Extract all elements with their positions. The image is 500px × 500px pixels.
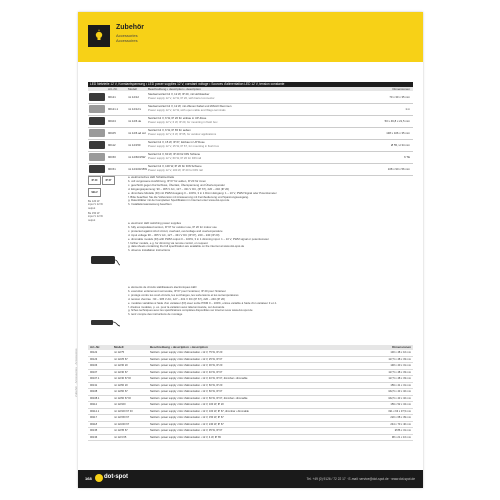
cell-art: 90136 (90, 435, 98, 439)
row-dim: 108 x 90 x 56 mm (387, 167, 410, 171)
cell-dim: 162,5 x 43 x 32 mm (388, 390, 411, 393)
cell-model: mt 12/4 65 (114, 435, 127, 439)
description-line: e. dimmable models (DI) with PWM output 0 – 100%, 3 in 1 dimming input: 1 – 10 V, PWM signal or potentiometer (128, 236, 269, 241)
row-art: 90121.1 (108, 107, 119, 111)
th-desc: Beschreibung • description • description (150, 345, 208, 349)
description-line: d. input voltage 90 – 305 V AC, 127 – 431 V DC (IP 67), 220 – 240 (IP 20) (128, 232, 220, 237)
cell-art: 90135 (90, 429, 98, 432)
product-thumbnail (89, 105, 105, 113)
brand-logo: dot-spot (104, 474, 128, 480)
description-de (128, 176, 408, 207)
description-line: f. further models, e.g. for dimming via remote control, on request (128, 240, 208, 245)
description-line: g. data sheets containing the full specification are available on the internet at www.dot-spot.de (128, 244, 245, 249)
ip67-badge: IP 67 (102, 176, 115, 185)
cell-dim: 220 x 68 x 39 mm (390, 416, 411, 419)
cell-art: 90108.1 (90, 396, 100, 400)
footer-contact: Tel. +49 (0) 9126 / 72 22 17 · E-mail: service@dot-spot.de · www.dot-spot.de (306, 477, 415, 481)
cell-dim: 148 x 40 x 31 mm (390, 364, 411, 367)
cell-model: mt 12/60 20 (114, 383, 128, 387)
description-line: a. éléments de circuits stabilisateurs électroniques LED (128, 285, 197, 289)
row-dim: 50 x 46,8 x 21,5 mm (384, 119, 410, 123)
page-title: Zubehör (116, 24, 144, 31)
row-desc-en: Power supply 12 V, 60 W, IP 20 for DIN rail (148, 156, 202, 160)
cell-desc: Netzteil • power supply • bloc d'alimentation • 12 V, 60 W, IP 67, dimmbar • dimmable (150, 396, 248, 400)
cell-art: 90117 (90, 416, 98, 419)
row-desc: Netzteil 12 V, 6 W, IP 20 für einbau in UP-Dose (148, 116, 207, 120)
description-line: b. voll vergossene Ausführung, IP 67 für außen, IP 20 für innen (128, 178, 206, 183)
col-art: Art.-Nr. (108, 87, 118, 91)
cell-art: 90107.1 (90, 377, 100, 380)
row-model: mt 12/12 k (128, 107, 142, 111)
col-dim: Dimensionen (392, 87, 410, 91)
row-model: mt 12/6 ad wd (128, 131, 146, 135)
th-dim: Dimensionen (392, 345, 411, 349)
th-model: Modell (114, 345, 124, 349)
cell-art: 90107 (90, 370, 98, 374)
row-desc: Steckernetzteil 12 V, 12 W, mit offenen Kabel und WAGO Klemmen (148, 104, 232, 108)
cell-art: 90123 (90, 357, 98, 361)
cell-art: 90131 (90, 383, 98, 387)
row-desc-en: Power supply 12 V, 15 W, IP 67, for mounting in flush box (148, 144, 220, 148)
cell-model: mt 12/100 (114, 403, 126, 406)
product-thumbnail (89, 129, 105, 137)
description-line: g. fiches techniques avec les spécifications complètes disponibles sur internet sous www.dot-spot.de (128, 308, 253, 313)
cell-dim: 130 x 48 x 16 mm (390, 351, 411, 354)
spec-notes-1 (88, 200, 103, 210)
cell-desc: Netzteil • power supply • bloc d'alimentation • 12 V, 60 W, IP 67 (150, 390, 223, 393)
row-art: 90104 (108, 119, 116, 123)
cell-dim: 117,5 x 48 x 33 mm (388, 357, 411, 361)
cell-model: mt 12/40 67 DI (114, 377, 132, 380)
spec-notes-2 (88, 212, 103, 222)
product-thumbnail (89, 93, 105, 101)
cell-dim: 244 x 70 x 40 mm (390, 422, 411, 426)
spec-note: output (88, 218, 96, 222)
row-desc-en: Power supply 12 V, 6 W, IP 65, for outdoor applications (148, 132, 217, 136)
cell-desc: Netzteil • power supply • bloc d'alimentation • 12 V, 150 W, IP 67 (150, 416, 224, 419)
brand-dot-icon (95, 474, 103, 482)
cell-dim: 98 x 21 x 16 mm (391, 435, 411, 439)
row-model: mt 12/12 (128, 95, 139, 99)
cell-desc: Netzteil • power supply • bloc d'alimentation • 12 V, 40 W, IP 67, dimmbar • dimmable (150, 377, 248, 380)
product-thumbnail (89, 165, 105, 173)
spec-note: Be 150 W (88, 212, 100, 215)
cell-desc: Netzteil • power supply • bloc d'alimentation • 12 V, 4 W, IP 65 (150, 435, 221, 439)
selv-badge: SELV (88, 188, 101, 197)
cell-dim: 117,5 x 48 x 33 mm (388, 370, 411, 374)
table-body (88, 350, 413, 441)
row-desc: Netzteil 12 V, 15 W, IP 67, Einbau in UP Dose (148, 140, 205, 144)
description-line: b. fully encapsulated version, IP 67 for outdoor use, IP 20 for indoor use (128, 224, 217, 229)
cell-art: 90108 (90, 390, 98, 393)
row-dim: 6 TE (404, 155, 410, 159)
row-art: 90151 (108, 167, 116, 171)
row-desc: Netzteil 12 V, 6 W, IP 65 für außen (148, 128, 191, 132)
cell-desc: Netzteil • power supply • bloc d'alimentation • 12 V, 40 W, IP 67 (150, 370, 223, 374)
power-supply-slim-image (90, 314, 120, 330)
description-line: c. protected against short circuit, overload, overvoltage and overtemperature (128, 228, 223, 233)
cell-model: mt 12/60 67 DI (114, 396, 132, 400)
cell-model: mt 12/150 67 (114, 416, 130, 419)
cell-art: 90112 (90, 403, 98, 406)
header-banner (78, 12, 423, 62)
side-section-label: Zubehör · Accessories · Accessoires (74, 348, 78, 397)
cell-art: 90112.1 (90, 409, 100, 413)
catalog-page (74, 12, 423, 488)
row-model: mt 12/60/15W (128, 155, 146, 159)
description-line: f. d'autres modèles, p. ex. pour la variation avec télécommande, sur demande (128, 304, 225, 309)
row-art: 90121 (108, 95, 116, 99)
lamp-logo-icon (88, 25, 110, 47)
col-model: Modell (128, 87, 137, 91)
cell-dim: 159 x 41 x 31 mm (390, 383, 411, 387)
row-desc-en: Power supply 12 V, 100 W, IP 20 for DIN rail (148, 168, 203, 172)
spec-note: output (88, 206, 96, 210)
description-line: h. observe installation instructions (128, 248, 170, 253)
row-desc-en: Power supply 12 V, 6 W, IP 20, for mounting in flush box (148, 120, 218, 124)
col-desc: Beschreibung • description • description (148, 87, 201, 91)
description-line: c. protégé contre les court-circuits, les surcharges, les surtensions et les surtempératures (128, 292, 239, 297)
row-model: mt 12/150 (128, 143, 141, 147)
description-line: a. electronic LED switching power supplies (128, 221, 182, 225)
cell-art: 90122 (90, 351, 98, 354)
product-thumbnail (89, 117, 105, 125)
description-line: b. exécution entièrement surmoulée, IP 67 pour l'extérieur, IP 20 pour l'intérieur (128, 288, 226, 293)
cell-desc: Netzteil • power supply • bloc d'alimentation • 12 V, 75 W, IP 20 (150, 351, 223, 354)
row-model: mt 12/100/15W (128, 167, 147, 171)
cell-dim: 117,5 x 48 x 33 mm (388, 377, 411, 380)
cell-model: mt 12/40 67 (114, 370, 128, 374)
th-art: Art.-Nr. (90, 345, 101, 349)
row-desc: Netzteil 12 V, 100 W, IP 20 für DIN Schiene (148, 164, 202, 168)
description-line: d. tension d'entrée : 90 – 305 V AC, 127 – 431 V DC (IP 67), 220 – 240 (IP 20) (128, 296, 225, 301)
cell-desc: Netzteil • power supply • bloc d'alimentation • 12 V, 35 W, IP 67 (150, 429, 223, 432)
description-fr (128, 286, 408, 317)
description-line: e. dimmbare Modelle (DI) mit PWM Ausgang 0 – 100%, 3 in 1 Dimm Eingang: 1 – 10 V, PWM Signal oder Potentiometer (128, 190, 277, 195)
row-art: 90112 (108, 143, 116, 147)
product-table (88, 345, 413, 441)
table-row (88, 435, 413, 442)
power-supply-image (90, 252, 120, 268)
description-line: h. tenir compte des instructions de montage (128, 312, 183, 317)
page-subtitle-fr: Accessoires (116, 38, 138, 43)
description-line: f. Bitte beachten Sie die Vollversion mit Ansteuerung mit Fernbedienung und Spannungsausgang. (128, 194, 249, 199)
row-dim: 1 m (405, 107, 410, 111)
description-en (128, 222, 408, 253)
cell-dim: 191 x 63 x 37,5 mm (388, 409, 411, 413)
description-line: d. Eingangsspannung: 90 – 305 V AC, 127 – 431 V DC, (IP 67), 220 – 240 (IP 20) (128, 186, 230, 191)
page-subtitle-en: Accessories (116, 33, 138, 38)
row-art: 90105 (108, 131, 116, 135)
description-line: g. Datenblätter mit der kompletten Spezifikation im Internet unter www.dot-spot.de (128, 198, 230, 203)
cell-model: mt 12/25 67 (114, 357, 128, 361)
cell-desc: Netzteil • power supply • bloc d'alimentation • 12 V, 30 W, IP 20 (150, 364, 223, 367)
cell-desc: Netzteil • power supply • bloc d'alimentation • 12 V, 60 W, IP 20 (150, 383, 223, 387)
spec-block (88, 174, 413, 354)
row-model: mt 12/6 de (128, 119, 142, 123)
description-line: c. geschützt gegen Kurzschluss, Überlast, Überspannung und Übertemperatur (128, 182, 226, 187)
description-line: e. modèles variables à l'aide d'un variateur (DI) avec sortie PWM 0 – 100%, entrée variable à l'aide d'un variateur 3 en 1 (128, 300, 277, 305)
description-line: h. Installationsanweisung beachten (128, 202, 172, 207)
row-dim: 138 x 106 x 35 mm (386, 131, 410, 135)
row-dim: Ø 55, H 34 mm (391, 143, 410, 147)
cell-art: 90118 (90, 422, 98, 426)
cell-dim: Ø 86 x 31 mm (394, 429, 411, 432)
row-desc: Steckernetzteil 12 V, 12 W, IP 20, mit Hohlstecker (148, 92, 210, 96)
cell-dim: 159 x 52 x 34 mm (390, 403, 411, 406)
cell-desc: Netzteil • power supply • bloc d'alimentation • 12 V, 100 W, IP 20 (150, 403, 224, 406)
footer-bar (78, 470, 423, 488)
cell-model: mt 12/100 67 DI (114, 409, 133, 413)
cell-model: mt 12/30 20 (114, 364, 128, 367)
cell-model: mt 12/60 67 (114, 390, 128, 393)
description-line: a. elektronisches LED Schaltnetzteile (128, 175, 175, 179)
spec-note: Be 120 W (88, 200, 100, 203)
cell-desc: Netzteil • power supply • bloc d'alimentation • 12 V, 240 W, IP 67 (150, 422, 224, 426)
product-thumbnail (89, 153, 105, 161)
row-desc-en: Power supply 12 V, 12 W, with open cable and Wago terminals (148, 108, 226, 112)
page-number: 168 (85, 476, 92, 481)
row-art: 90150 (108, 155, 116, 159)
spec-note: input V 12 W (88, 203, 103, 207)
product-thumbnail (89, 141, 105, 149)
row-desc: Netzteil 12 V, 60 W, IP 20 für DIN Schiene (148, 152, 201, 156)
cell-model: mt 12/75 (114, 351, 125, 354)
cell-dim: 162,5 x 43 x 32 mm (388, 396, 411, 400)
row-desc-en: Power supply 12 V, 12 W, IP 20, with barrel connector (148, 96, 215, 100)
cell-model: mt 12/240 67 (114, 422, 130, 426)
cell-art: 90106 (90, 364, 98, 367)
section-title-bar: LED Netzteile 12 V, Konstantspannung • LED power supplies 12 V, constant voltage • Sources d'alimentation LED 12 V, tension constante (88, 82, 413, 87)
row-dim: 70 x 30 x 35 mm (389, 95, 410, 99)
cell-desc: Netzteil • power supply • bloc d'alimentation • 12 V, 25 W, IP 67 (150, 357, 223, 361)
cell-model: mt 12/35 67 (114, 429, 128, 432)
spec-note: input V 12 W (88, 215, 103, 219)
ip20-badge: IP 20 (88, 176, 101, 185)
cell-desc: Netzteil • power supply • bloc d'alimentation • 12 V, 100 W, IP 67, dimmbar • dimmable (150, 409, 249, 413)
